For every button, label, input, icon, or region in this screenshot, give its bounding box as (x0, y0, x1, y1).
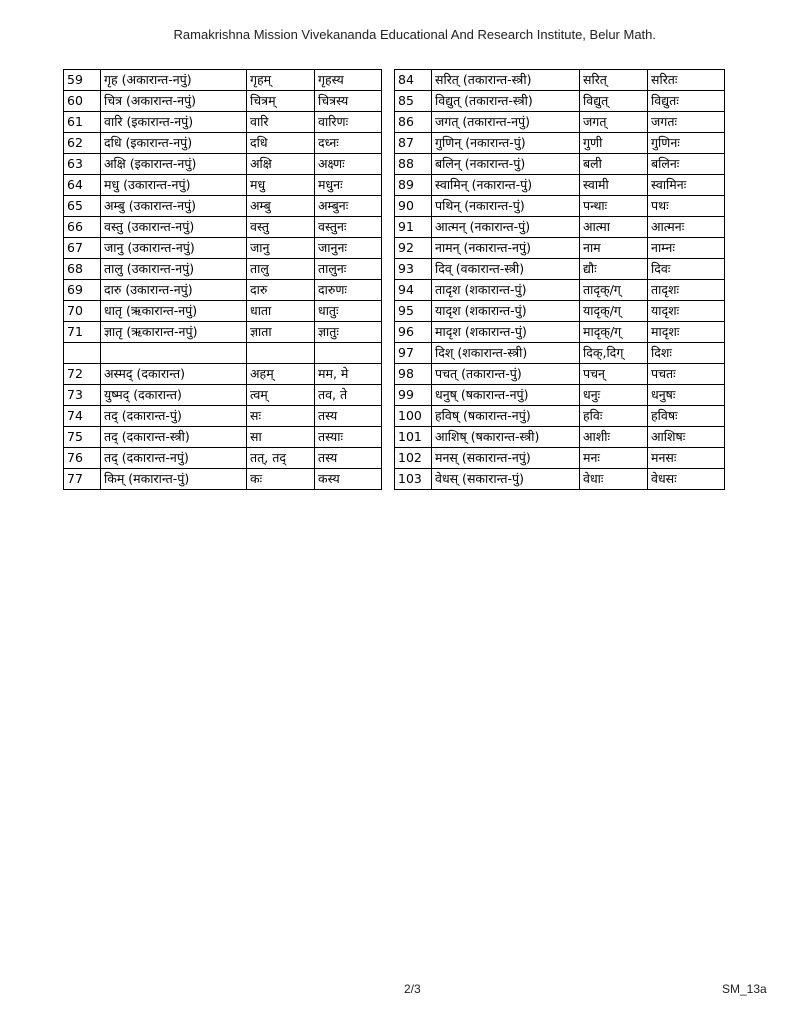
genitive-singular-cell: वस्तुनः (315, 217, 382, 238)
nominative-singular-cell: धनुः (580, 385, 648, 406)
row-number-cell: 93 (395, 259, 432, 280)
table-row (395, 112, 725, 133)
table-row (395, 406, 725, 427)
table-row (64, 280, 382, 301)
nominative-singular-cell: तादृक्/ग् (580, 280, 648, 301)
nominative-singular-cell: आशीः (580, 427, 648, 448)
genitive-singular-cell: गृहस्य (315, 70, 382, 91)
genitive-singular-cell: नाम्नः (648, 238, 725, 259)
stem-cell: दिव् (वकारान्त-स्त्री) (432, 259, 580, 280)
nominative-singular-cell: ज्ञाता (247, 322, 315, 343)
nominative-singular-cell: हविः (580, 406, 648, 427)
row-number-cell: 59 (64, 70, 101, 91)
table-row (395, 259, 725, 280)
table-row (395, 91, 725, 112)
table-row (64, 385, 382, 406)
row-number-cell: 91 (395, 217, 432, 238)
row-number-cell: 76 (64, 448, 101, 469)
stem-cell: पचत् (तकारान्त-पुं) (432, 364, 580, 385)
row-number-cell: 75 (64, 427, 101, 448)
stem-cell: युष्मद् (दकारान्त) (101, 385, 247, 406)
row-number-cell: 103 (395, 469, 432, 490)
table-row (64, 238, 382, 259)
row-number-cell: 88 (395, 154, 432, 175)
stem-cell: तद् (दकारान्त-स्त्री) (101, 427, 247, 448)
stem-cell: चित्र (अकारान्त-नपुं) (101, 91, 247, 112)
nominative-singular-cell (247, 343, 315, 364)
table-row (395, 469, 725, 490)
genitive-singular-cell: मादृशः (648, 322, 725, 343)
row-number-cell: 73 (64, 385, 101, 406)
table-row (64, 91, 382, 112)
nominative-singular-cell: आत्मा (580, 217, 648, 238)
stem-cell: नामन् (नकारान्त-नपुं) (432, 238, 580, 259)
row-number-cell: 87 (395, 133, 432, 154)
table-row (395, 154, 725, 175)
genitive-singular-cell: आशिषः (648, 427, 725, 448)
stem-cell: तादृश (शकारान्त-पुं) (432, 280, 580, 301)
nominative-singular-cell: वारि (247, 112, 315, 133)
stem-cell: अस्मद् (दकारान्त) (101, 364, 247, 385)
row-number-cell: 70 (64, 301, 101, 322)
genitive-singular-cell: अम्बुनः (315, 196, 382, 217)
row-number-cell: 61 (64, 112, 101, 133)
nominative-singular-cell: स्वामी (580, 175, 648, 196)
genitive-singular-cell: जगतः (648, 112, 725, 133)
genitive-singular-cell: चित्रस्य (315, 91, 382, 112)
row-number-cell: 85 (395, 91, 432, 112)
row-number-cell: 95 (395, 301, 432, 322)
table-row (395, 133, 725, 154)
row-number-cell: 69 (64, 280, 101, 301)
genitive-singular-cell: ज्ञातुः (315, 322, 382, 343)
nominative-singular-cell: बली (580, 154, 648, 175)
nominative-singular-cell: नाम (580, 238, 648, 259)
stem-cell: बलिन् (नकारान्त-पुं) (432, 154, 580, 175)
nominative-singular-cell: गुणी (580, 133, 648, 154)
genitive-singular-cell: गुणिनः (648, 133, 725, 154)
stem-cell: स्वामिन् (नकारान्त-पुं) (432, 175, 580, 196)
genitive-singular-cell: तस्य (315, 406, 382, 427)
row-number-cell: 92 (395, 238, 432, 259)
table-row (64, 196, 382, 217)
row-number-cell: 68 (64, 259, 101, 280)
stem-cell: ज्ञातृ (ऋकारान्त-नपुं) (101, 322, 247, 343)
nominative-singular-cell: मनः (580, 448, 648, 469)
row-number-cell: 96 (395, 322, 432, 343)
stem-cell: विद्युत् (तकारान्त-स्त्री) (432, 91, 580, 112)
stem-cell: दधि (इकारान्त-नपुं) (101, 133, 247, 154)
table-row (64, 133, 382, 154)
genitive-singular-cell: तस्याः (315, 427, 382, 448)
genitive-singular-cell: मनसः (648, 448, 725, 469)
row-number-cell: 100 (395, 406, 432, 427)
genitive-singular-cell: दध्नः (315, 133, 382, 154)
table-row (64, 259, 382, 280)
nominative-singular-cell: दिक्,दिग् (580, 343, 648, 364)
nominative-singular-cell: द्यौः (580, 259, 648, 280)
nominative-singular-cell: विद्युत् (580, 91, 648, 112)
genitive-singular-cell: तस्य (315, 448, 382, 469)
row-number-cell: 84 (395, 70, 432, 91)
nominative-singular-cell: मादृक्/ग् (580, 322, 648, 343)
row-number-cell: 77 (64, 469, 101, 490)
nominative-singular-cell: यादृक्/ग् (580, 301, 648, 322)
nominative-singular-cell: सरित् (580, 70, 648, 91)
row-number-cell: 89 (395, 175, 432, 196)
genitive-singular-cell: सरितः (648, 70, 725, 91)
table-row (64, 70, 382, 91)
stem-cell: आत्मन् (नकारान्त-पुं) (432, 217, 580, 238)
nominative-singular-cell: सः (247, 406, 315, 427)
stem-cell: दिश् (शकारान्त-स्त्री) (432, 343, 580, 364)
table-row (395, 175, 725, 196)
row-number-cell: 63 (64, 154, 101, 175)
nominative-singular-cell: अहम् (247, 364, 315, 385)
genitive-singular-cell: तालुनः (315, 259, 382, 280)
declension-table-left (63, 69, 382, 490)
genitive-singular-cell: स्वामिनः (648, 175, 725, 196)
nominative-singular-cell: अम्बु (247, 196, 315, 217)
stem-cell: मधु (उकारान्त-नपुं) (101, 175, 247, 196)
stem-cell: वस्तु (उकारान्त-नपुं) (101, 217, 247, 238)
table-row (64, 427, 382, 448)
stem-cell: पथिन् (नकारान्त-पुं) (432, 196, 580, 217)
nominative-singular-cell: कः (247, 469, 315, 490)
table-row (395, 322, 725, 343)
row-number-cell: 64 (64, 175, 101, 196)
table-row (64, 448, 382, 469)
stem-cell (101, 343, 247, 364)
table-row (395, 238, 725, 259)
declension-table-right (394, 69, 725, 490)
row-number-cell: 72 (64, 364, 101, 385)
stem-cell: अम्बु (उकारान्त-नपुं) (101, 196, 247, 217)
genitive-singular-cell: वेधसः (648, 469, 725, 490)
row-number-cell: 74 (64, 406, 101, 427)
row-number-cell: 65 (64, 196, 101, 217)
table-row (395, 280, 725, 301)
nominative-singular-cell: पन्थाः (580, 196, 648, 217)
stem-cell: दारु (उकारान्त-नपुं) (101, 280, 247, 301)
nominative-singular-cell: त्वम् (247, 385, 315, 406)
table-row (64, 175, 382, 196)
genitive-singular-cell: तव, ते (315, 385, 382, 406)
table-row (395, 343, 725, 364)
table-row (64, 343, 382, 364)
stem-cell: तालु (उकारान्त-नपुं) (101, 259, 247, 280)
table-row (64, 112, 382, 133)
row-number-cell: 98 (395, 364, 432, 385)
genitive-singular-cell: विद्युतः (648, 91, 725, 112)
table-row (64, 154, 382, 175)
genitive-singular-cell: तादृशः (648, 280, 725, 301)
genitive-singular-cell: पचतः (648, 364, 725, 385)
row-number-cell: 94 (395, 280, 432, 301)
row-number-cell (64, 343, 101, 364)
nominative-singular-cell: जानु (247, 238, 315, 259)
genitive-singular-cell: धनुषः (648, 385, 725, 406)
row-number-cell: 90 (395, 196, 432, 217)
genitive-singular-cell: हविषः (648, 406, 725, 427)
nominative-singular-cell: वेधाः (580, 469, 648, 490)
row-number-cell: 97 (395, 343, 432, 364)
table-row (395, 301, 725, 322)
genitive-singular-cell: अक्ष्णः (315, 154, 382, 175)
nominative-singular-cell: दधि (247, 133, 315, 154)
nominative-singular-cell: वस्तु (247, 217, 315, 238)
nominative-singular-cell: तत्, तद् (247, 448, 315, 469)
stem-cell: यादृश (शकारान्त-पुं) (432, 301, 580, 322)
row-number-cell: 101 (395, 427, 432, 448)
genitive-singular-cell: जानुनः (315, 238, 382, 259)
genitive-singular-cell: वारिणः (315, 112, 382, 133)
institute-title: Ramakrishna Mission Vivekananda Educational And Research Institute, Belur Math. (173, 27, 656, 42)
genitive-singular-cell: दिशः (648, 343, 725, 364)
stem-cell: गुणिन् (नकारान्त-पुं) (432, 133, 580, 154)
row-number-cell: 67 (64, 238, 101, 259)
stem-cell: तद् (दकारान्त-नपुं) (101, 448, 247, 469)
stem-cell: मादृश (शकारान्त-पुं) (432, 322, 580, 343)
nominative-singular-cell: दारु (247, 280, 315, 301)
table-row (64, 301, 382, 322)
stem-cell: किम् (मकारान्त-पुं) (101, 469, 247, 490)
stem-cell: धनुष् (षकारान्त-नपुं) (432, 385, 580, 406)
page-header (0, 27, 791, 42)
nominative-singular-cell: धाता (247, 301, 315, 322)
stem-cell: जानु (उकारान्त-नपुं) (101, 238, 247, 259)
stem-cell: मनस् (सकारान्त-नपुं) (432, 448, 580, 469)
table-row (395, 448, 725, 469)
nominative-singular-cell: पचन् (580, 364, 648, 385)
table-row (395, 364, 725, 385)
nominative-singular-cell: अक्षि (247, 154, 315, 175)
nominative-singular-cell: तालु (247, 259, 315, 280)
table-row (64, 469, 382, 490)
row-number-cell: 62 (64, 133, 101, 154)
row-number-cell: 102 (395, 448, 432, 469)
stem-cell: वेधस् (सकारान्त-पुं) (432, 469, 580, 490)
nominative-singular-cell: मधु (247, 175, 315, 196)
genitive-singular-cell (315, 343, 382, 364)
row-number-cell: 99 (395, 385, 432, 406)
stem-cell: जगत् (तकारान्त-नपुं) (432, 112, 580, 133)
table-row (395, 427, 725, 448)
genitive-singular-cell: मम, मे (315, 364, 382, 385)
row-number-cell: 66 (64, 217, 101, 238)
genitive-singular-cell: धातुः (315, 301, 382, 322)
nominative-singular-cell: गृहम् (247, 70, 315, 91)
genitive-singular-cell: आत्मनः (648, 217, 725, 238)
genitive-singular-cell: पथः (648, 196, 725, 217)
table-row (395, 385, 725, 406)
table-row (64, 406, 382, 427)
table-row (395, 196, 725, 217)
row-number-cell: 60 (64, 91, 101, 112)
stem-cell: गृह (अकारान्त-नपुं) (101, 70, 247, 91)
table-row (64, 322, 382, 343)
table-row (395, 70, 725, 91)
row-number-cell: 86 (395, 112, 432, 133)
stem-cell: सरित् (तकारान्त-स्त्री) (432, 70, 580, 91)
stem-cell: हविष् (षकारान्त-नपुं) (432, 406, 580, 427)
genitive-singular-cell: बलिनः (648, 154, 725, 175)
nominative-singular-cell: सा (247, 427, 315, 448)
genitive-singular-cell: मधुनः (315, 175, 382, 196)
nominative-singular-cell: चित्रम् (247, 91, 315, 112)
stem-cell: अक्षि (इकारान्त-नपुं) (101, 154, 247, 175)
table-row (64, 217, 382, 238)
table-row (64, 364, 382, 385)
stem-cell: वारि (इकारान्त-नपुं) (101, 112, 247, 133)
genitive-singular-cell: कस्य (315, 469, 382, 490)
nominative-singular-cell: जगत् (580, 112, 648, 133)
stem-cell: तद् (दकारान्त-पुं) (101, 406, 247, 427)
genitive-singular-cell: दारुणः (315, 280, 382, 301)
stem-cell: आशिष् (षकारान्त-स्त्री) (432, 427, 580, 448)
row-number-cell: 71 (64, 322, 101, 343)
genitive-singular-cell: दिवः (648, 259, 725, 280)
page-number: 2/3 (404, 982, 421, 996)
stem-cell: धातृ (ऋकारान्त-नपुं) (101, 301, 247, 322)
genitive-singular-cell: यादृशः (648, 301, 725, 322)
table-row (395, 217, 725, 238)
document-code: SM_13a (722, 982, 767, 996)
